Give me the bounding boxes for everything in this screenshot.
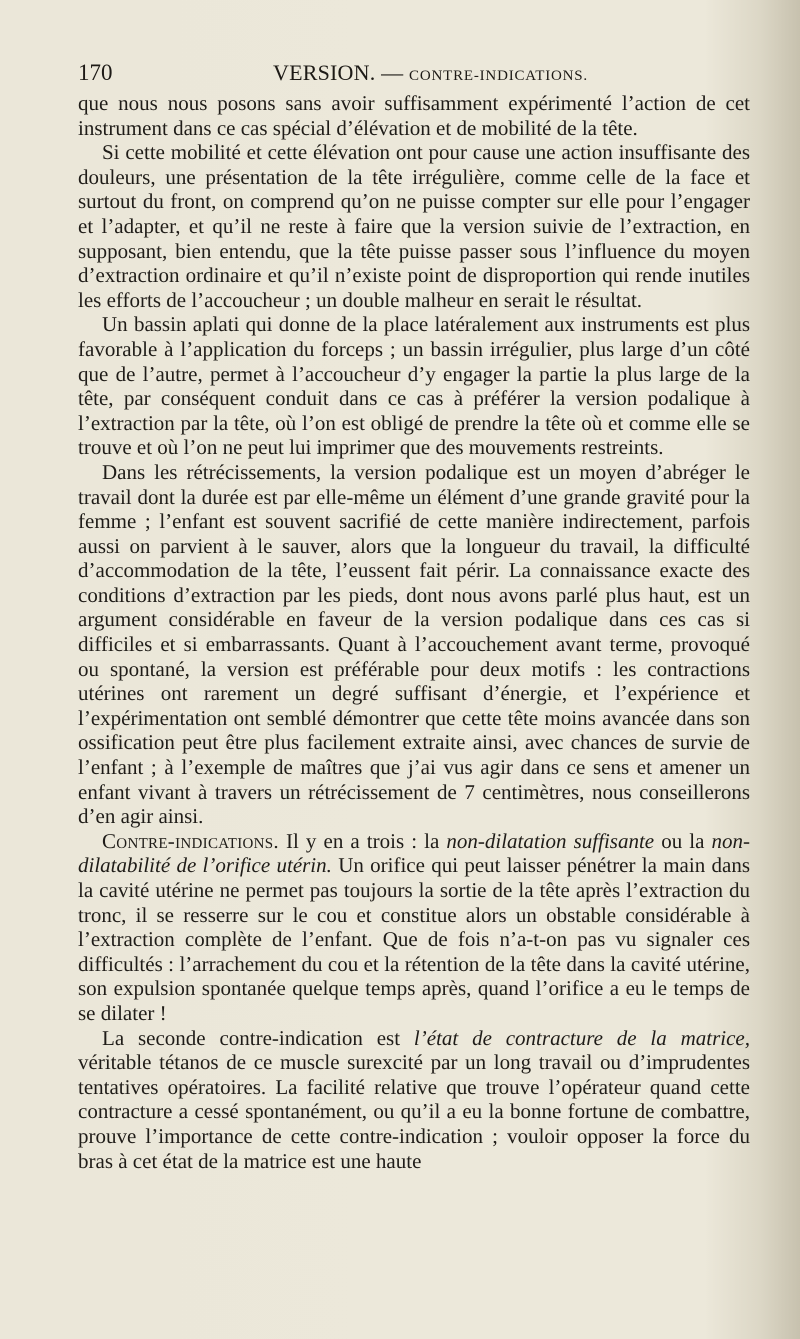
chapter-title: VERSION. [273, 60, 376, 85]
paragraph-5 [78, 829, 750, 1026]
paragraph-5-italic-2: non-dilatabilité de l’orifice utérin. [78, 828, 751, 878]
section-title: CONTRE-INDICATIONS. [409, 68, 588, 84]
running-header [78, 54, 750, 88]
paragraph-5-italic-1: non-dilatation suffisante [446, 828, 655, 853]
body-text [78, 91, 750, 1173]
paragraph-6 [78, 1026, 750, 1174]
paragraph-6-italic-1: l’état de contracture de la matrice, [413, 1025, 751, 1050]
paragraph-5-text-1: Il y en a trois : la [278, 828, 447, 853]
paragraph-6-text-2: véritable tétanos de ce muscle surexcité par un long travail ou d’imprudentes tentatives opératoires. La facilité relative que trouve l’opérateur quand cette contracture a cessé spontanément, ou qu’il a eu la bonne fortune de combattre, prouve l’importance de cette contre-indication ; vouloir opposer la force du bras à cet état de la matrice est une haute [78, 1050, 750, 1173]
section-lead-heading: Contre-indications. [102, 828, 279, 853]
paragraph-5-text-2: ou la [654, 828, 712, 853]
title-separator: — [381, 60, 404, 85]
paragraph-3: Un bassin aplati qui donne de la place latéralement aux instruments est plus favorable à l’application du forceps ; un bassin irrégulier, plus large d’un côté que de l’autre, permet à l’accoucheur d’y engager la partie la plus large de la tête, par conséquent conduit dans ce cas à préférer la version podalique à l’extraction par la tête, où l’on est obligé de prendre la tête où et comme elle se trouve et où l’on ne peut lui imprimer que des mouvements restreints. [78, 312, 750, 460]
paragraph-1: que nous nous posons sans avoir suffisamment expérimenté l’action de cet instrument dans ce cas spécial d’élévation et de mobilité de la tête. [78, 91, 750, 140]
paragraph-5-text-3: Un orifice qui peut laisser pénétrer la main dans la cavité utérine ne permet pas toujours la sortie de la tête après l’extraction du tronc, il se resserre sur le cou et constitue alors un obstable considérable à l’extraction complète de l’enfant. Que de fois n’a-t-on pas vu signaler ces difficultés : l’arrachement du cou et la rétention de la tête dans la cavité utérine, son expulsion spontanée quelque temps après, quand l’orifice a eu le temps de se dilater ! [78, 853, 750, 1025]
paragraph-4: Dans les rétrécissements, la version podalique est un moyen d’abréger le travail dont la durée est par elle-même un élément d’une grande gravité pour la femme ; l’enfant est souvent sacrifié de cette manière indirectement, parfois aussi on parvient à le sauver, alors que la longueur du travail, la difficulté d’accommodation de la tête, l’eussent fait périr. La connaissance exacte des conditions d’extraction par les pieds, dont nous avons parlé plus haut, est un argument considérable en faveur de la version podalique dans ces cas si difficiles et si embarrassants. Quant à l’accouchement avant terme, provoqué ou spontané, la version est préférable pour deux motifs : les contractions utérines ont rarement un degré suffisant d’énergie, et l’expérience et l’expérimentation ont semblé démontrer que cette tête moins avancée dans son ossification peut être plus facilement extraite ainsi, avec chances de survie de l’enfant ; à l’exemple de maîtres que j’ai vus agir dans ce sens et amener un enfant vivant à travers un rétrécissement de 7 centimètres, nous conseillerons d’en agir ainsi. [78, 459, 750, 829]
paragraph-2: Si cette mobilité et cette élévation ont pour cause une action insuffisante des douleurs, une présentation de la tête irrégulière, comme celle de la face et surtout du front, on comprend qu’on ne puisse compter sur elle pour l’engager et l’adapter, et qu’il ne reste à faire que la version suivie de l’extraction, en supposant, bien entendu, que la tête puisse passer sous l’influence du moyen d’extraction ordinaire et qu’il n’existe point de disproportion qui rende inutiles les efforts de l’accoucheur ; un double malheur en serait le résultat. [78, 140, 750, 312]
running-title [273, 60, 588, 86]
page-number: 170 [78, 60, 113, 85]
paragraph-6-text-1: La seconde contre-indication est [102, 1025, 414, 1050]
